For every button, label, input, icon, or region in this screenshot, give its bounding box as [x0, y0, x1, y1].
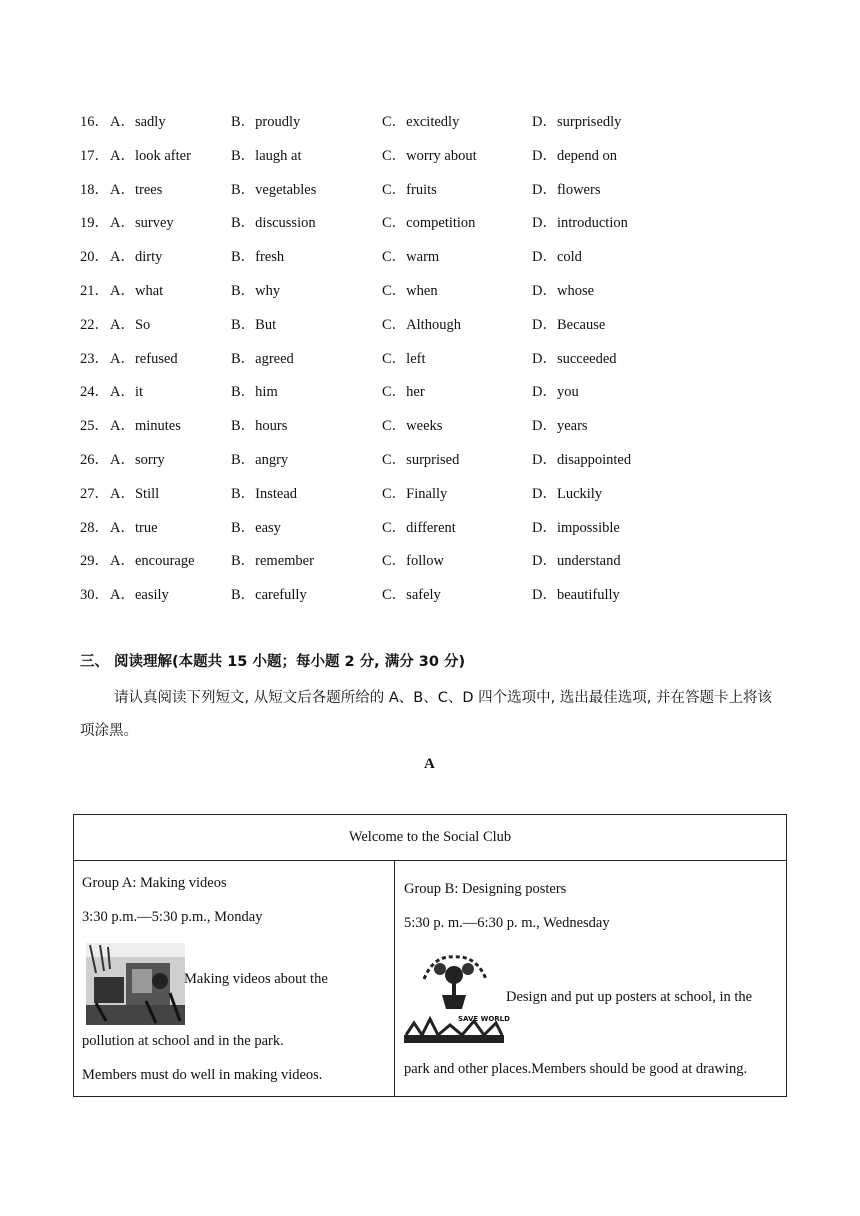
- option-c: C．different: [382, 519, 456, 536]
- option-a: A．dirty: [110, 249, 163, 266]
- option-c: C．warm: [382, 249, 440, 266]
- option-a: A．what: [110, 282, 164, 299]
- question-row: [80, 480, 780, 514]
- option-d: D．surprisedly: [532, 114, 622, 130]
- option-c: C．surprised: [382, 451, 460, 468]
- question-number: 28．: [80, 519, 109, 536]
- option-d: D．Because: [532, 316, 606, 333]
- question-number: 22．: [80, 316, 109, 333]
- option-c: C．left: [382, 350, 426, 367]
- option-c: C．fruits: [382, 181, 437, 198]
- question-row: [80, 243, 780, 277]
- option-a: A．survey: [110, 215, 174, 232]
- option-b: B．vegetables: [231, 181, 317, 198]
- question-number: 27．: [80, 485, 109, 502]
- group-b-time: 5:30 p. m.—6:30 p. m., Wednesday: [404, 915, 610, 931]
- option-b: B．But: [231, 316, 277, 333]
- question-number: 29．: [80, 553, 109, 570]
- option-b: B．why: [231, 282, 281, 299]
- answer-options-list: [80, 108, 780, 615]
- section-title: 三、 阅读理解(本题共 15 小题；每小题 2 分, 满分 30 分): [80, 654, 466, 670]
- option-b: B．laugh at: [231, 147, 302, 164]
- question-number: 25．: [80, 418, 109, 435]
- question-row: [80, 142, 780, 176]
- question-row: [80, 547, 780, 581]
- question-number: 17．: [80, 147, 109, 164]
- question-number: 21．: [80, 282, 109, 299]
- option-c: C．excitedly: [382, 114, 460, 130]
- question-row: [80, 311, 780, 345]
- option-a: A．minutes: [110, 418, 181, 435]
- table-header: Welcome to the Social Club: [74, 815, 786, 861]
- question-number: 20．: [80, 249, 109, 266]
- option-c: C．competition: [382, 215, 476, 232]
- group-a-desc-2: pollution at school and in the park.: [82, 1033, 284, 1049]
- group-b-name: Group B: Designing posters: [404, 881, 567, 897]
- save-world-poster: [404, 949, 510, 1045]
- option-a: A．easily: [110, 587, 169, 604]
- option-d: D．whose: [532, 282, 595, 299]
- option-a: A．sorry: [110, 451, 165, 468]
- question-number: 19．: [80, 215, 109, 232]
- group-a-time: 3:30 p.m.—5:30 p.m., Monday: [82, 909, 263, 925]
- option-b: B．Instead: [231, 485, 298, 502]
- option-a: A．encourage: [110, 553, 195, 570]
- question-row: [80, 581, 780, 615]
- option-d: D．cold: [532, 249, 582, 266]
- question-number: 24．: [80, 384, 109, 401]
- question-row: [80, 412, 780, 446]
- option-d: D．Luckily: [532, 485, 603, 502]
- option-c: C．her: [382, 384, 425, 401]
- table-column-divider: [394, 860, 395, 1096]
- question-number: 30．: [80, 587, 109, 604]
- section-instructions: 请认真阅读下列短文, 从短文后各题所给的 A、B、C、D 四个选项中, 选出最佳选项, 并在答题卡上将该项涂黑。: [80, 690, 773, 739]
- question-row: [80, 176, 780, 210]
- question-row: [80, 345, 780, 379]
- option-c: C．worry about: [382, 147, 477, 164]
- video-making-photo: [86, 943, 185, 1025]
- option-d: D．depend on: [532, 147, 617, 164]
- option-b: B．carefully: [231, 587, 307, 604]
- question-row: [80, 378, 780, 412]
- option-c: C．when: [382, 282, 438, 299]
- option-c: C．Although: [382, 316, 461, 333]
- option-a: A．Still: [110, 485, 160, 502]
- option-a: A．it: [110, 384, 144, 401]
- poster-lettering: SAVE WORLD: [458, 1015, 510, 1023]
- option-c: C．Finally: [382, 485, 448, 502]
- option-d: D．beautifully: [532, 587, 620, 604]
- question-row: [80, 446, 780, 480]
- option-a: A．refused: [110, 350, 178, 367]
- group-b-desc-1: Design and put up posters at school, in the: [506, 989, 753, 1005]
- option-b: B．angry: [231, 451, 289, 468]
- option-d: D．flowers: [532, 181, 601, 198]
- option-d: D．disappointed: [532, 451, 632, 468]
- option-b: B．hours: [231, 418, 288, 435]
- question-number: 23．: [80, 350, 109, 367]
- option-b: B．discussion: [231, 215, 316, 232]
- question-row: [80, 209, 780, 243]
- option-c: C．safely: [382, 587, 441, 604]
- option-b: B．remember: [231, 553, 314, 570]
- question-row: [80, 108, 780, 142]
- social-club-table: [73, 814, 787, 1097]
- option-d: D．succeeded: [532, 350, 617, 367]
- passage-label: A: [424, 756, 435, 772]
- option-c: C．follow: [382, 553, 445, 570]
- option-a: A．sadly: [110, 114, 166, 130]
- option-d: D．introduction: [532, 215, 628, 232]
- option-d: D．years: [532, 418, 588, 435]
- option-a: A．trees: [110, 181, 163, 198]
- option-b: B．him: [231, 384, 278, 401]
- question-row: [80, 514, 780, 548]
- option-a: A．So: [110, 316, 151, 333]
- question-number: 18．: [80, 181, 109, 198]
- option-d: D．impossible: [532, 519, 620, 536]
- option-b: B．easy: [231, 519, 281, 536]
- option-b: B．proudly: [231, 114, 301, 130]
- question-number: 26．: [80, 451, 109, 468]
- option-a: A．look after: [110, 147, 191, 164]
- group-a-name: Group A: Making videos: [82, 875, 227, 891]
- option-b: B．fresh: [231, 249, 285, 266]
- question-row: [80, 277, 780, 311]
- option-a: A．true: [110, 519, 158, 536]
- question-number: 16．: [80, 114, 109, 130]
- group-a-desc-3: Members must do well in making videos.: [82, 1067, 323, 1083]
- option-d: D．you: [532, 384, 579, 401]
- option-c: C．weeks: [382, 418, 443, 435]
- option-d: D．understand: [532, 553, 621, 570]
- group-a-desc-1: Making videos about the: [184, 971, 328, 987]
- option-b: B．agreed: [231, 350, 294, 367]
- group-b-desc-2: park and other places.Members should be good at drawing.: [404, 1061, 748, 1077]
